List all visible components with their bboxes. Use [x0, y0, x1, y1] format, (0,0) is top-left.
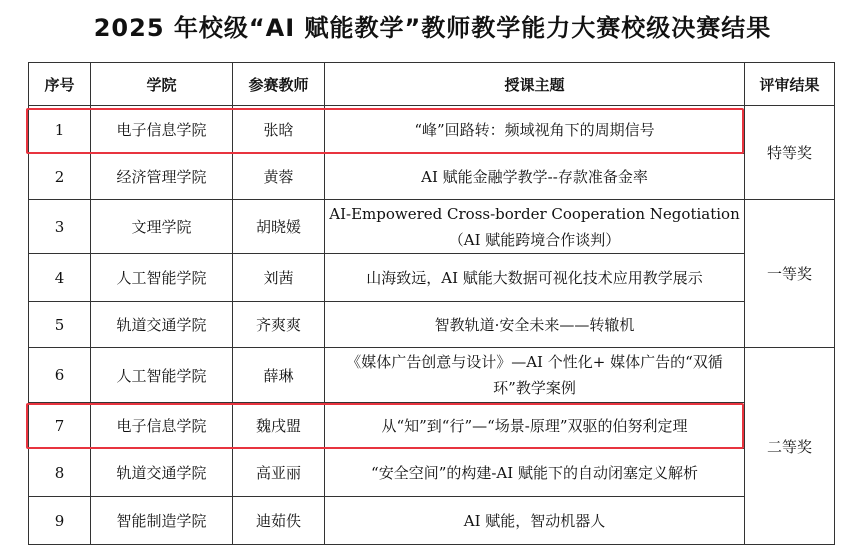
- header-result: 评审结果: [745, 63, 835, 106]
- row-number: 5: [29, 302, 91, 348]
- row-topic: AI 赋能金融学教学--存款准备金率: [325, 154, 745, 200]
- row-number: 6: [29, 348, 91, 403]
- row-college: 人工智能学院: [91, 254, 233, 302]
- row-topic: 智教轨道·安全未来——转辙机: [325, 302, 745, 348]
- row-topic: AI-Empowered Cross-border Cooperation Negotiation（AI 赋能跨境合作谈判）: [325, 200, 745, 254]
- header-number: 序号: [29, 63, 91, 106]
- table-row: [29, 200, 835, 254]
- table-row: [29, 154, 835, 200]
- row-teacher: 张晗: [233, 106, 325, 154]
- results-table: [28, 62, 835, 545]
- row-number: 8: [29, 449, 91, 497]
- row-number: 7: [29, 403, 91, 449]
- table-row: [29, 106, 835, 154]
- header-college: 学院: [91, 63, 233, 106]
- row-number: 4: [29, 254, 91, 302]
- row-teacher: 胡晓媛: [233, 200, 325, 254]
- row-number: 2: [29, 154, 91, 200]
- table-row: [29, 302, 835, 348]
- row-teacher: 黄蓉: [233, 154, 325, 200]
- row-college: 文理学院: [91, 200, 233, 254]
- row-college: 智能制造学院: [91, 497, 233, 545]
- row-topic: “安全空间”的构建-AI 赋能下的自动闭塞定义解析: [325, 449, 745, 497]
- table-header-row: [29, 63, 835, 106]
- row-teacher: 薛琳: [233, 348, 325, 403]
- row-topic: 《媒体广告创意与设计》—AI 个性化+ 媒体广告的“双循环”教学案例: [325, 348, 745, 403]
- table-row: [29, 449, 835, 497]
- table-row: [29, 348, 835, 403]
- row-number: 1: [29, 106, 91, 154]
- award-second: 二等奖: [745, 348, 835, 545]
- row-number: 9: [29, 497, 91, 545]
- row-teacher: 魏戌盟: [233, 403, 325, 449]
- row-college: 电子信息学院: [91, 106, 233, 154]
- row-teacher: 刘茜: [233, 254, 325, 302]
- document-title: 2025 年校级“AI 赋能教学”教师教学能力大赛校级决赛结果: [93, 14, 772, 42]
- row-teacher: 迪茹佚: [233, 497, 325, 545]
- award-first: 一等奖: [745, 200, 835, 348]
- row-topic: 从“知”到“行”—“场景-原理”双驱的伯努利定理: [325, 403, 745, 449]
- header-topic: 授课主题: [325, 63, 745, 106]
- row-college: 经济管理学院: [91, 154, 233, 200]
- row-topic: “峰”回路转：频域视角下的周期信号: [325, 106, 745, 154]
- row-college: 电子信息学院: [91, 403, 233, 449]
- row-teacher: 齐爽爽: [233, 302, 325, 348]
- row-number: 3: [29, 200, 91, 254]
- table-row: [29, 403, 835, 449]
- row-topic: 山海致远，AI 赋能大数据可视化技术应用教学展示: [325, 254, 745, 302]
- award-special: 特等奖: [745, 106, 835, 200]
- row-college: 轨道交通学院: [91, 449, 233, 497]
- row-college: 轨道交通学院: [91, 302, 233, 348]
- header-teacher: 参赛教师: [233, 63, 325, 106]
- row-topic: AI 赋能，智动机器人: [325, 497, 745, 545]
- row-college: 人工智能学院: [91, 348, 233, 403]
- row-teacher: 高亚丽: [233, 449, 325, 497]
- table-row: [29, 254, 835, 302]
- table-row: [29, 497, 835, 545]
